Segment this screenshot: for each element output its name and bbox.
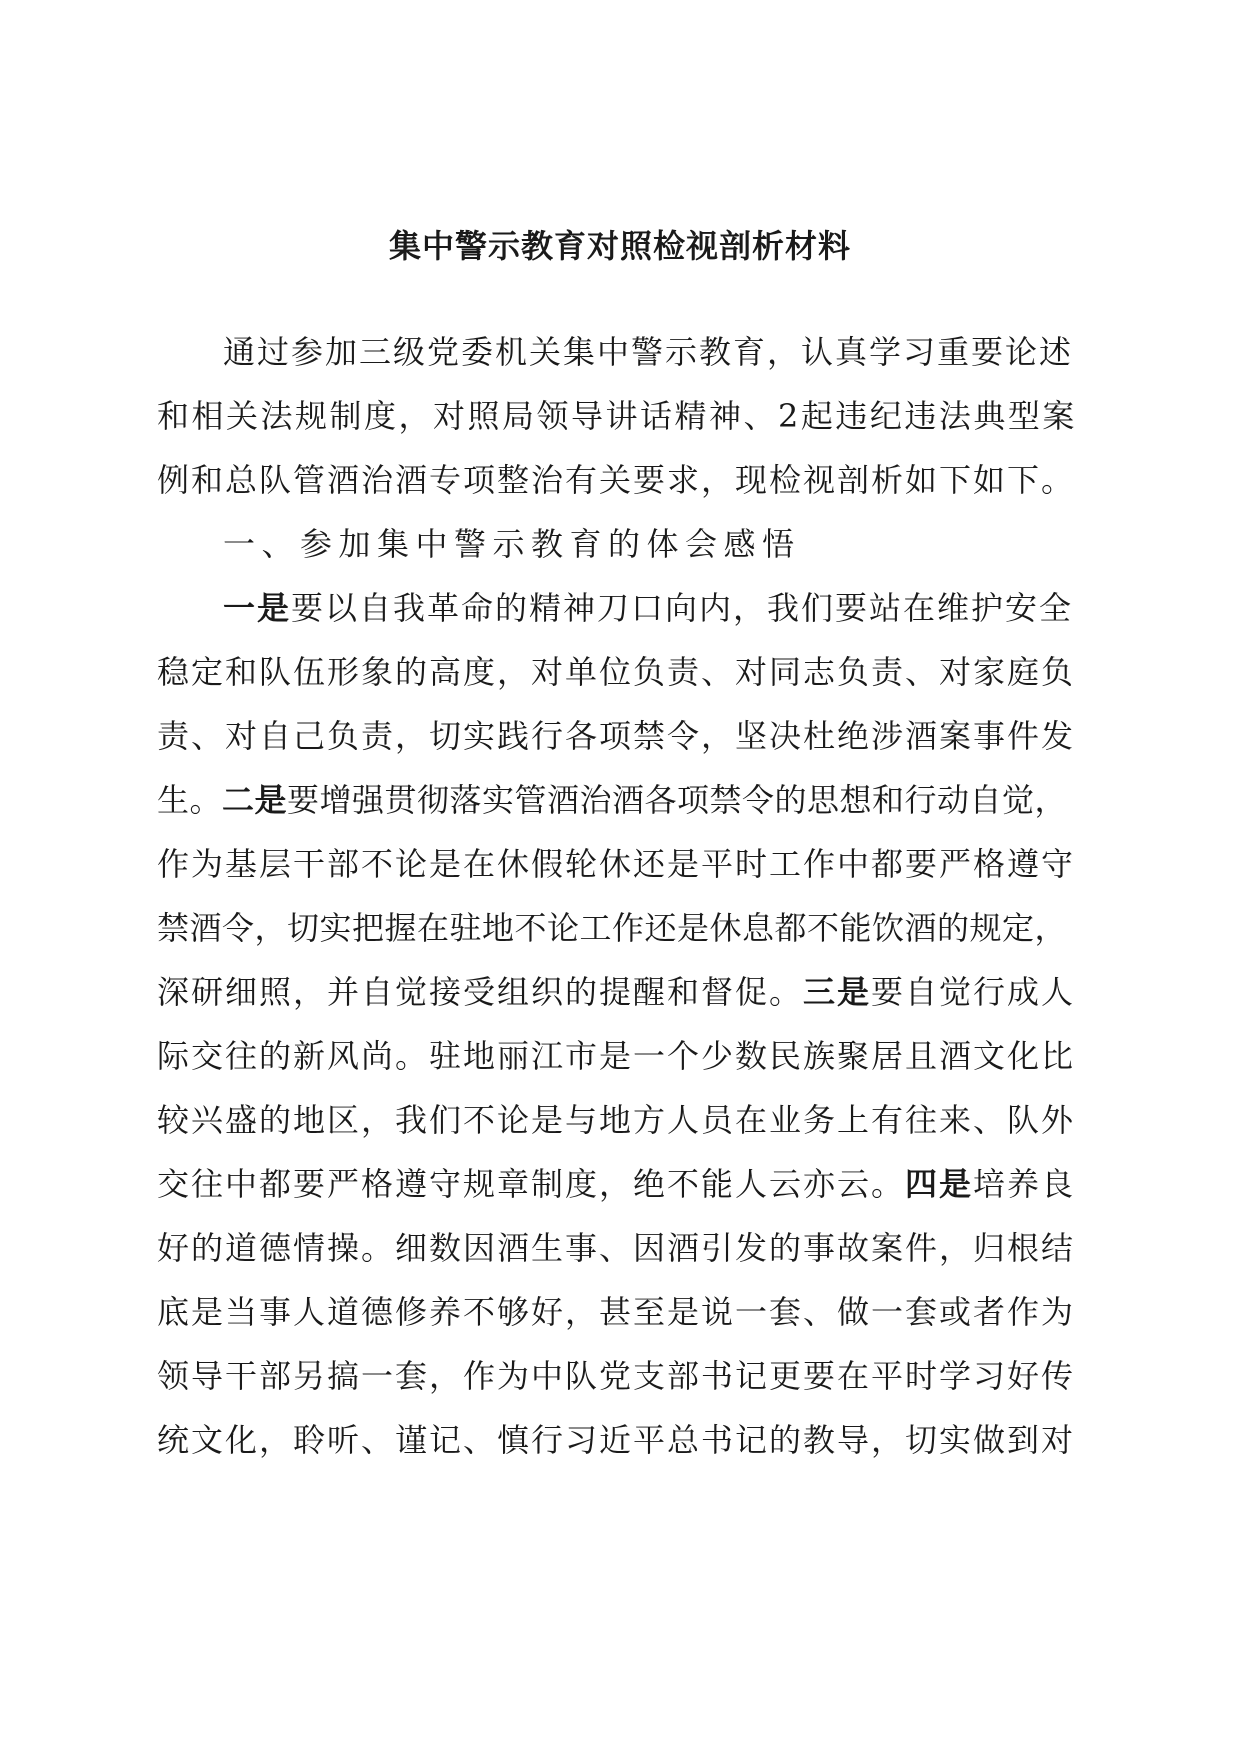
document-body bbox=[157, 320, 1077, 1472]
document-title: 集中警示教育对照检视剖析材料 bbox=[388, 227, 851, 265]
point-line bbox=[157, 1152, 1077, 1216]
section-heading: 一、参加集中警示教育的体会感悟 bbox=[223, 525, 801, 563]
point-line: 禁酒令，切实把握在驻地不论工作还是休息都不能饮酒的规定， bbox=[157, 909, 1068, 947]
point-line: 作为基层干部不论是在休假轮休还是平时工作中都要严格遵守 bbox=[157, 845, 1076, 883]
point-line bbox=[157, 768, 1077, 832]
point-text: 交往中都要严格遵守规章制度，绝不能人云亦云。 bbox=[157, 1165, 906, 1203]
intro-line: 和相关法规制度，对照局领导讲话精神、2起违纪违法典型案 bbox=[157, 397, 1077, 435]
point-line: 责、对自己负责，切实践行各项禁令，坚决杜绝涉酒案事件发 bbox=[157, 717, 1076, 755]
point-line: 稳定和队伍形象的高度，对单位负责、对同志负责、对家庭负 bbox=[157, 653, 1076, 691]
intro-line: 通过参加三级党委机关集中警示教育，认真学习重要论述 bbox=[223, 333, 1074, 371]
point-text: 培养良 bbox=[973, 1165, 1076, 1203]
point-line: 好的道德情操。细数因酒生事、因酒引发的事故案件，归根结 bbox=[157, 1229, 1076, 1267]
point-keyword: 一是 bbox=[223, 589, 292, 627]
point-line: 统文化，聆听、谨记、慎行习近平总书记的教导，切实做到对 bbox=[157, 1421, 1076, 1459]
point-text: 要以自我革命的精神刀口向内，我们要站在维护安全 bbox=[291, 589, 1074, 627]
point-text: 生。 bbox=[157, 781, 223, 819]
point-line: 底是当事人道德修养不够好，甚至是说一套、做一套或者作为 bbox=[157, 1293, 1076, 1331]
point-text: 要增强贯彻落实管酒治酒各项禁令的思想和行动自觉， bbox=[287, 781, 1068, 819]
point-keyword: 三是 bbox=[803, 973, 872, 1011]
point-line bbox=[157, 960, 1077, 1024]
point-keyword: 四是 bbox=[905, 1165, 974, 1203]
point-text: 要自觉行成人 bbox=[871, 973, 1076, 1011]
intro-line: 例和总队管酒治酒专项整治有关要求，现检视剖析如下如下。 bbox=[157, 461, 1076, 499]
point-line: 较兴盛的地区，我们不论是与地方人员在业务上有往来、队外 bbox=[157, 1101, 1076, 1139]
point-keyword: 二是 bbox=[222, 781, 288, 819]
point-line bbox=[157, 576, 1077, 640]
point-line: 际交往的新风尚。驻地丽江市是一个少数民族聚居且酒文化比 bbox=[157, 1037, 1076, 1075]
point-line: 领导干部另搞一套，作为中队党支部书记更要在平时学习好传 bbox=[157, 1357, 1076, 1395]
point-text: 深研细照，并自觉接受组织的提醒和督促。 bbox=[157, 973, 804, 1011]
